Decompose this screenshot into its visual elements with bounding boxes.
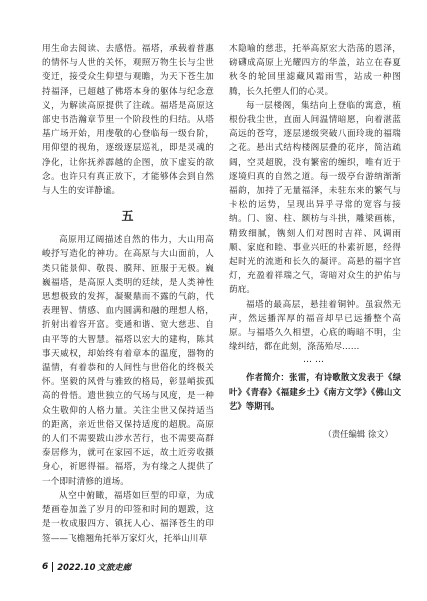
- essay-paragraph: 用生命去阅读、去感悟。福塔，承载着普惠的情怀与人世的关怀，观照万物生长与尘世变迁，接受众生仰望与观瞻，为天下苍生加持福泽，已超越了佛塔本身的躯体与纪念意义，为解读高原提供了注疏。福塔是高原这部史书浩瀚章节里一个阶段性的归结。从塔基广场开始，用虔敬的心登临每一级台阶，用仰望的视角，逐级逐层巡礼，即是灵魂的净化，让你抚养霹越的企图，放下虚妄的欲念。也许只有真正放下，才能够体会到自然与人生的安详静谧。: [42, 44, 214, 197]
- author-bio: [229, 370, 401, 413]
- footer-divider: [52, 562, 53, 572]
- essay-paragraph: 高原用辽阔描述自然的伟力，大山用高峻抒写造化的神功。在高原与大山面前，人类只能景仰、敬畏、膜拜、匝服于无极。巍巍福塔，是高原人类明的廷续，是人类神性思想极致的发挥，凝聚鼎而不露的气韵，代表理智、情感、血内圆满和融的理想人格，折射出着容开富。变通和谐、宽大慈悲、自由平等的大智慧。福塔以宏大的建构，陈其事天威权，却始终有着章本的温度，器物的温情，有着恭和的人间性与世俗化的终极关怀。坚毅的风骨与雅致的格局，彰显峭拔孤高的骨悟。遗世独立的气场与风度，是一种众生敬仰的人格力量。关注尘世又保持适当的距离，亲近世俗又保持适度的超脱。高原的人们不需要跋山涉水苦行，也不需要高群泰居修为，就可在家园不远，故土近旁收摄身心，祈愿得福。福塔，为有缘之人提供了一个即时清修的道场。: [42, 235, 214, 487]
- magazine-name: 文旅走廊: [97, 562, 131, 572]
- editor-credit: （责任编辑 徐文）: [323, 429, 393, 440]
- author-bio-label: 作者简介：: [246, 372, 290, 383]
- essay-paragraph: 每一层楼阁，集结向上登临的寓意，植根份我尘世，直面人间温情暗愿，向着湛蓝高远的苍穹，逐层递级突破八面玲珑的福瑞之花。悬出式结构楼阁层叠的花序，简洁疏阔，空灵超脱，没有繁密的缠织，唯有近于逐境归真的自然之道。每一级亭台游纳渐渐福韵，加持了无量福泽，未驻东来的繁气与卡松的运势，呈现出异乎寻常的宽容与接纳。门、窗、柱、额枋与斗拱，雕梁画栋，精致细腻，镌刻人们对图时吉祥、风调雨顺、家庭和睦、事业兴旺的朴素祈愿，经得起时光的流逝和长久的凝评。高悬的福字宫灯，充盈着祥瑞之气，寄暗对众生的护佑与荫庇。: [229, 100, 401, 296]
- author-bio-text: 张雷，有诗歌散文发表于《绿叶》《青春》《福建乡土》《南方文学》《佛山文艺》等期刊。: [229, 372, 401, 411]
- essay-paragraph: 福塔的最高层，悬挂着铜钟。虽寂然无声，然远播浑厚的福音却早已远播整个高原。与福塔久久相望，心底的晦暗不明，尘缘纠结，都在此刻，涤荡殆尽……: [229, 299, 401, 353]
- left-column: [42, 42, 214, 546]
- section-title: 五: [121, 209, 135, 224]
- ending-ornament: ……: [303, 355, 327, 366]
- page-footer: [42, 561, 131, 573]
- essay-paragraph: 木隐喻的慈悲，托举高原宏大浩荡的恩泽，磅礴成高原上光耀四方的华盖，站立在春夏秋冬的轮回里滤藏风霜雨雪，站成一种图腾，长久托塑人们的心灵。: [229, 44, 401, 97]
- right-column: [229, 42, 401, 440]
- issue-date: 2022.10: [57, 562, 96, 572]
- page-number: 6: [42, 562, 49, 572]
- essay-paragraph: 从空中俯瞰，福塔如巨型的印章，为成楚画卷加盖了岁月的印签和时间的题跋，这是一枚成服四方、镇抚人心、福泽苍生的印签——飞檐翘角托举万家灯火，托举山川草: [42, 490, 214, 544]
